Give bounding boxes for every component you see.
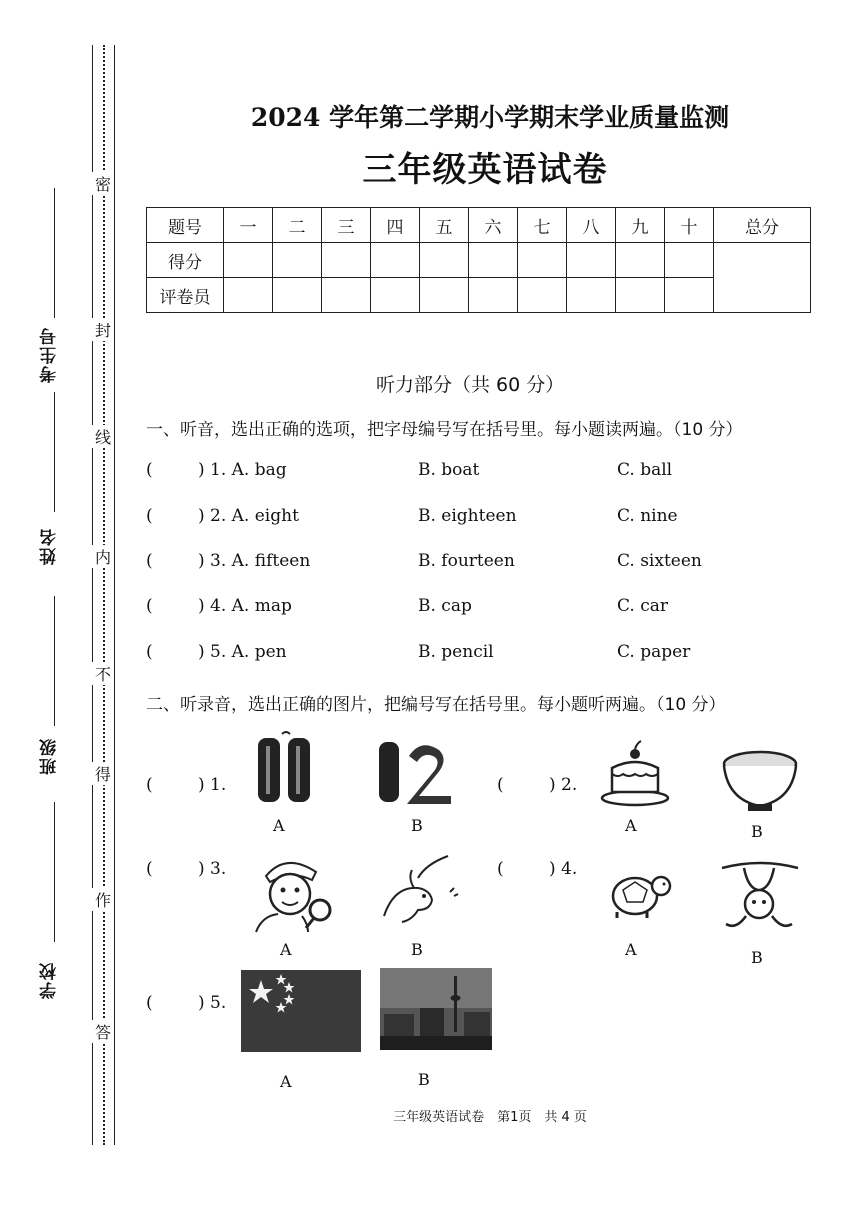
turtle-icon: [603, 868, 673, 920]
exam-subtitle: 三年级英语试卷: [362, 150, 608, 190]
part1-title: 一、听音，选出正确的选项，把字母编号写在括号里。每小题读两遍。（10 分）: [146, 420, 743, 440]
page-footer: 三年级英语试卷 第1页 共 4 页: [393, 1110, 587, 1125]
score-cell[interactable]: [224, 243, 273, 278]
answer-bracket-open: (: [146, 596, 153, 616]
question-number: ) 4.: [549, 859, 578, 879]
option-b-label: B: [411, 940, 423, 959]
field-line: [54, 188, 55, 318]
rice-bowl-icon: [720, 748, 800, 814]
score-table-label: 题号: [147, 208, 224, 243]
part2-title: 二、听录音，选出正确的图片，把编号写在括号里。每小题听两遍。（10 分）: [146, 695, 726, 715]
answer-bracket-open: (: [146, 775, 153, 795]
grader-cell[interactable]: [518, 278, 567, 313]
question-number: ) 1.: [198, 775, 227, 795]
score-table-label: 评卷员: [147, 278, 224, 313]
question-number: ) 5.: [198, 993, 227, 1013]
score-cell[interactable]: [469, 243, 518, 278]
answer-bracket-open: (: [497, 775, 504, 795]
question-option-a: ) 3. A. fifteen: [198, 551, 311, 571]
field-label-exam-number: 考生号: [40, 326, 60, 384]
question-number-cell: 九: [616, 208, 665, 243]
question-option-b: B. boat: [418, 460, 480, 480]
question-number-cell: 十: [665, 208, 714, 243]
total-score-label: 总分: [714, 208, 811, 243]
question-option-a: ) 1. A. bag: [198, 460, 287, 480]
question-number-cell: 二: [273, 208, 322, 243]
seal-char: 封: [92, 318, 114, 341]
option-a-label: A: [273, 816, 285, 835]
field-line: [54, 392, 55, 512]
option-a-label: A: [280, 1072, 292, 1091]
dog-sniffing-icon: [378, 852, 460, 924]
field-label-class: 班级: [40, 737, 60, 775]
option-b-label: B: [751, 948, 763, 967]
answer-bracket-open: (: [146, 460, 153, 480]
question-option-a: ) 4. A. map: [198, 596, 292, 616]
question-option-b: B. fourteen: [418, 551, 515, 571]
monkey-icon: [718, 858, 800, 944]
question-option-c: C. paper: [617, 642, 691, 662]
score-cell[interactable]: [665, 243, 714, 278]
score-table: [146, 207, 811, 313]
seal-char: 不: [92, 662, 114, 685]
score-cell[interactable]: [567, 243, 616, 278]
question-option-c: C. nine: [617, 506, 678, 526]
question-option-b: B. pencil: [418, 642, 494, 662]
score-cell[interactable]: [322, 243, 371, 278]
question-number-cell: 三: [322, 208, 371, 243]
grader-cell[interactable]: [273, 278, 322, 313]
grader-cell[interactable]: [567, 278, 616, 313]
answer-bracket-open: (: [146, 642, 153, 662]
question-number-cell: 七: [518, 208, 567, 243]
number-twelve-icon: [375, 738, 460, 804]
option-a-label: A: [625, 940, 637, 959]
total-score-cell[interactable]: [714, 243, 811, 313]
binding-dotted-line: [103, 45, 105, 1145]
seal-char: 线: [92, 425, 114, 448]
binding-line-left: [92, 45, 93, 1145]
question-number-cell: 一: [224, 208, 273, 243]
grader-cell[interactable]: [420, 278, 469, 313]
question-number: ) 3.: [198, 859, 227, 879]
score-cell[interactable]: [420, 243, 469, 278]
question-number-cell: 五: [420, 208, 469, 243]
field-label-school: 学校: [40, 961, 60, 999]
score-cell[interactable]: [518, 243, 567, 278]
score-table-row-scores: [147, 243, 811, 278]
cake-icon: [600, 740, 670, 808]
seal-char: 密: [92, 172, 114, 195]
grader-cell[interactable]: [224, 278, 273, 313]
score-cell[interactable]: [273, 243, 322, 278]
score-table-label: 得分: [147, 243, 224, 278]
question-option-c: C. car: [617, 596, 668, 616]
field-line: [54, 802, 55, 942]
score-cell[interactable]: [616, 243, 665, 278]
field-line: [54, 596, 55, 726]
question-option-b: B. cap: [418, 596, 472, 616]
china-flag-icon: [241, 970, 361, 1052]
question-number: ) 2.: [549, 775, 578, 795]
grader-cell[interactable]: [665, 278, 714, 313]
exam-title: 2024 学年第二学期小学期末学业质量监测: [250, 103, 730, 132]
option-a-label: A: [625, 816, 637, 835]
question-number-cell: 六: [469, 208, 518, 243]
question-option-b: B. eighteen: [418, 506, 517, 526]
answer-bracket-open: (: [146, 859, 153, 879]
option-b-label: B: [418, 1070, 430, 1089]
detective-boy-icon: [248, 852, 340, 934]
answer-bracket-open: (: [146, 551, 153, 571]
question-option-c: C. ball: [617, 460, 673, 480]
answer-bracket-open: (: [146, 506, 153, 526]
question-number-cell: 八: [567, 208, 616, 243]
field-label-name: 姓名: [40, 527, 60, 565]
seal-char: 内: [92, 545, 114, 568]
grader-cell[interactable]: [616, 278, 665, 313]
question-option-c: C. sixteen: [617, 551, 702, 571]
seal-char: 答: [92, 1020, 114, 1043]
score-table-row-graders: [147, 278, 811, 313]
answer-bracket-open: (: [146, 993, 153, 1013]
seal-char: 得: [92, 762, 114, 785]
question-number-cell: 四: [371, 208, 420, 243]
grader-cell[interactable]: [322, 278, 371, 313]
seal-char: 作: [92, 888, 114, 911]
option-a-label: A: [280, 940, 292, 959]
grader-cell[interactable]: [371, 278, 420, 313]
question-option-a: ) 2. A. eight: [198, 506, 299, 526]
option-b-label: B: [411, 816, 423, 835]
question-option-a: ) 5. A. pen: [198, 642, 287, 662]
city-skyline-photo-icon: [380, 968, 492, 1050]
answer-bracket-open: (: [497, 859, 504, 879]
score-cell[interactable]: [371, 243, 420, 278]
binding-line-right: [114, 45, 115, 1145]
grader-cell[interactable]: [469, 278, 518, 313]
option-b-label: B: [751, 822, 763, 841]
listening-heading: 听力部分（共 60 分）: [376, 374, 565, 396]
number-eleven-icon: [252, 730, 322, 804]
score-table-row-numbers: [147, 208, 811, 243]
